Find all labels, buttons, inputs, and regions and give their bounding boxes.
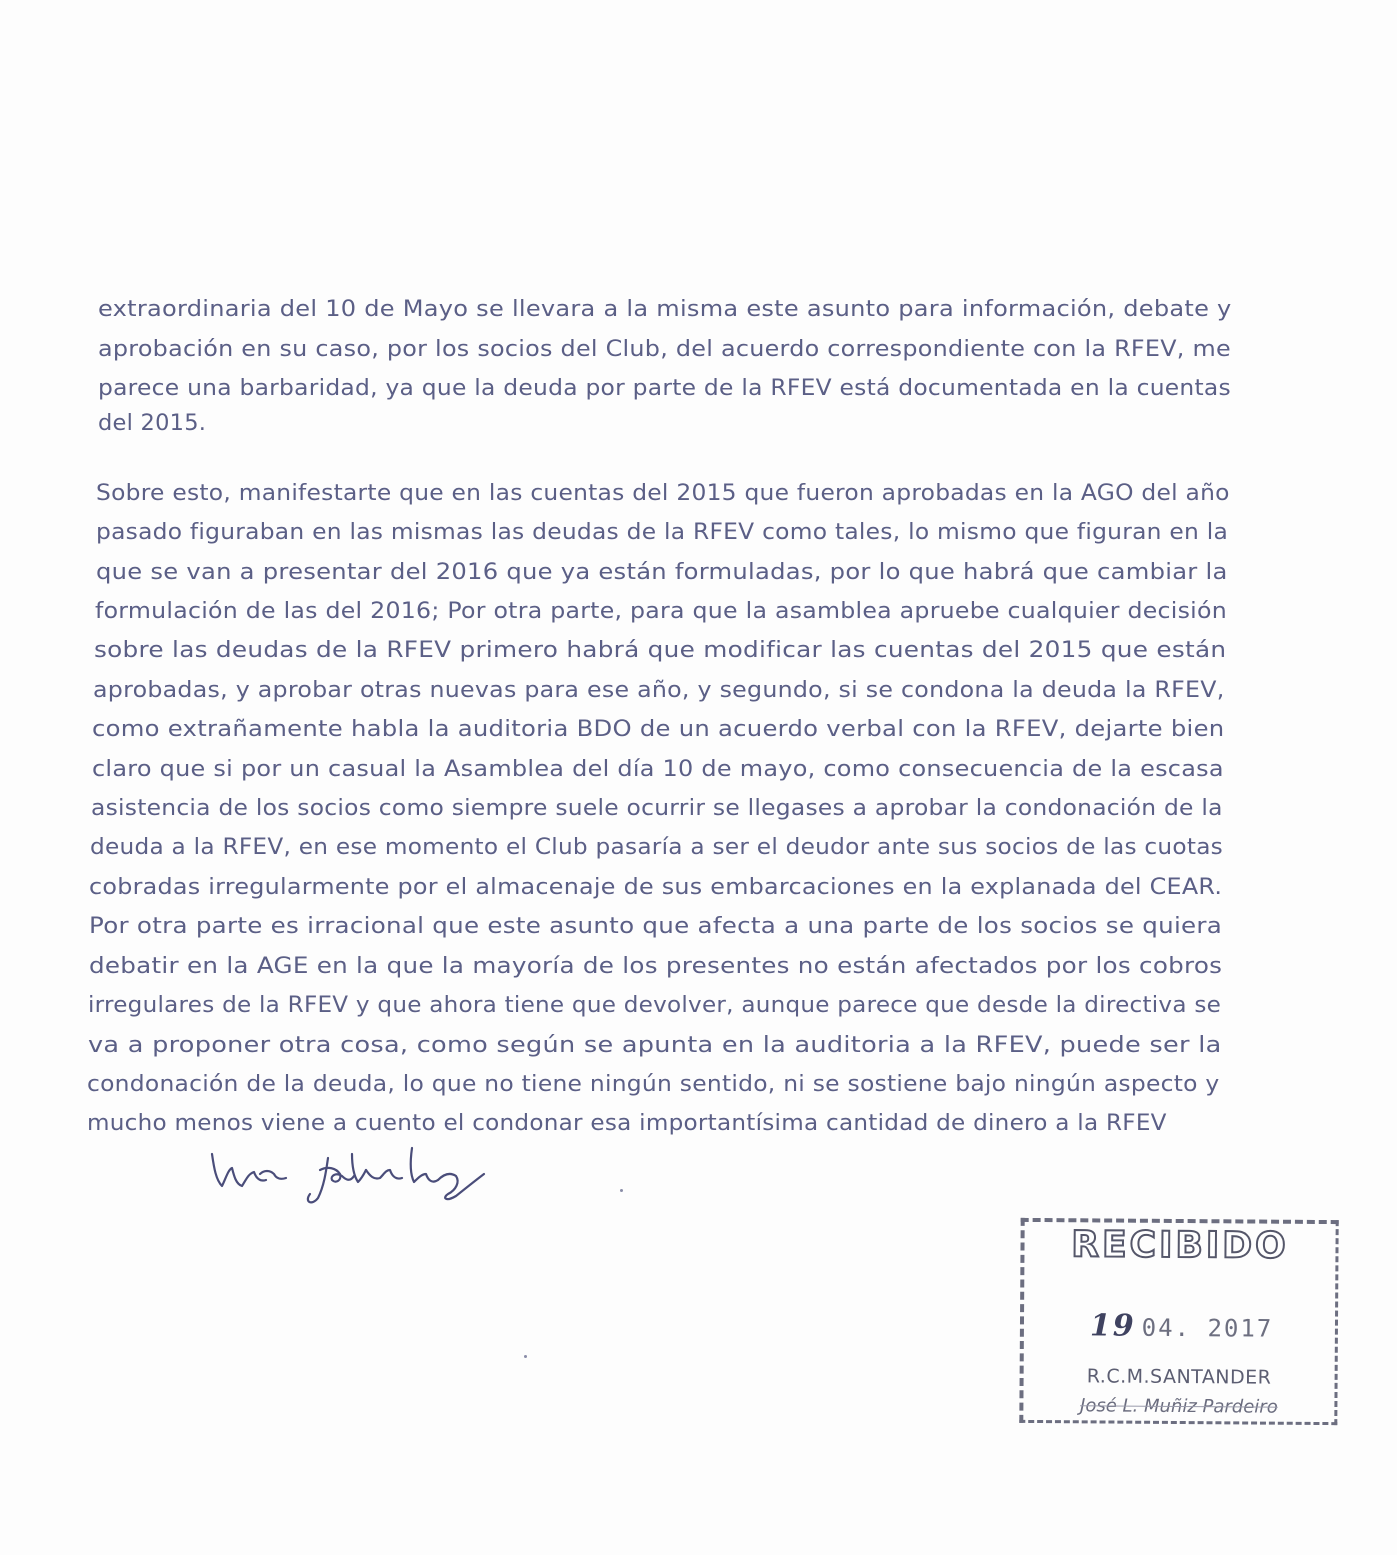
stamp-title: RECIBIDO [1071, 1224, 1289, 1267]
scan-speck [524, 1355, 527, 1358]
text-line: como extrañamente habla la auditoria BDO de un acuerdo verbal con la RFEV, dejarte bien [92, 716, 1225, 742]
text-line: cobradas irregularmente por el almacenaje de sus embarcaciones en la explanada del CEAR. [89, 874, 1223, 900]
stamp-day: 19 [1089, 1308, 1136, 1344]
text-line: claro que si por un casual la Asamblea del día 10 de mayo, como consecuencia de la escasa [92, 756, 1224, 782]
text-line: va a proponer otra cosa, como según se apunta en la auditoria a la RFEV, puede ser la [88, 1032, 1222, 1058]
received-stamp [1019, 1218, 1338, 1425]
stamp-organization: R.C.M.SANTANDER [1086, 1365, 1272, 1389]
stamp-date [1090, 1308, 1274, 1344]
text-line: que se van a presentar del 2016 que ya están formuladas, por lo que habrá que cambiar la [96, 559, 1228, 585]
text-line: del 2015. [98, 410, 207, 436]
text-line: irregulares de la RFEV y que ahora tiene que devolver, aunque parece que desde la directiva se [88, 992, 1222, 1018]
text-line: deuda a la RFEV, en ese momento el Club pasaría a ser el deudor ante sus socios de las cuotas [90, 834, 1224, 860]
text-line: extraordinaria del 10 de Mayo se llevara a la misma este asunto para información, debate y [98, 296, 1232, 322]
handwritten-signature [200, 1140, 500, 1210]
text-line: debatir en la AGE en la que la mayoría de los presentes no están afectados por los cobros [89, 953, 1223, 979]
text-line: aprobación en su caso, por los socios del Club, del acuerdo correspondiente con la RFEV, me [98, 336, 1231, 362]
text-line: parece una barbaridad, ya que la deuda por parte de la RFEV está documentada en la cuentas [98, 375, 1231, 401]
stamp-name: José L. Muñiz Pardeiro [1079, 1395, 1278, 1418]
text-line: Sobre esto, manifestarte que en las cuentas del 2015 que fueron aprobadas en la AGO del año [96, 480, 1230, 506]
text-line: Por otra parte es irracional que este asunto que afecta a una parte de los socios se quiera [89, 913, 1223, 939]
text-line: condonación de la deuda, lo que no tiene ningún sentido, ni se sostiene bajo ningún aspecto y [87, 1071, 1220, 1097]
text-line: sobre las deudas de la RFEV primero habrá que modificar las cuentas del 2015 que están [94, 637, 1227, 663]
stamp-month-year: 04. 2017 [1141, 1313, 1274, 1343]
text-line: mucho menos viene a cuento el condonar esa importantísima cantidad de dinero a la RFEV [87, 1110, 1167, 1136]
text-line: formulación de las del 2016; Por otra parte, para que la asamblea apruebe cualquier decisión [95, 598, 1227, 624]
text-line: pasado figuraban en las mismas las deudas de la RFEV como tales, lo mismo que figuran en la [96, 519, 1229, 545]
text-line: aprobadas, y aprobar otras nuevas para ese año, y segundo, si se condona la deuda la RFEV, [93, 677, 1225, 703]
text-line: asistencia de los socios como siempre suele ocurrir se llegases a aprobar la condonación de la [91, 795, 1223, 821]
scan-speck [620, 1189, 623, 1192]
